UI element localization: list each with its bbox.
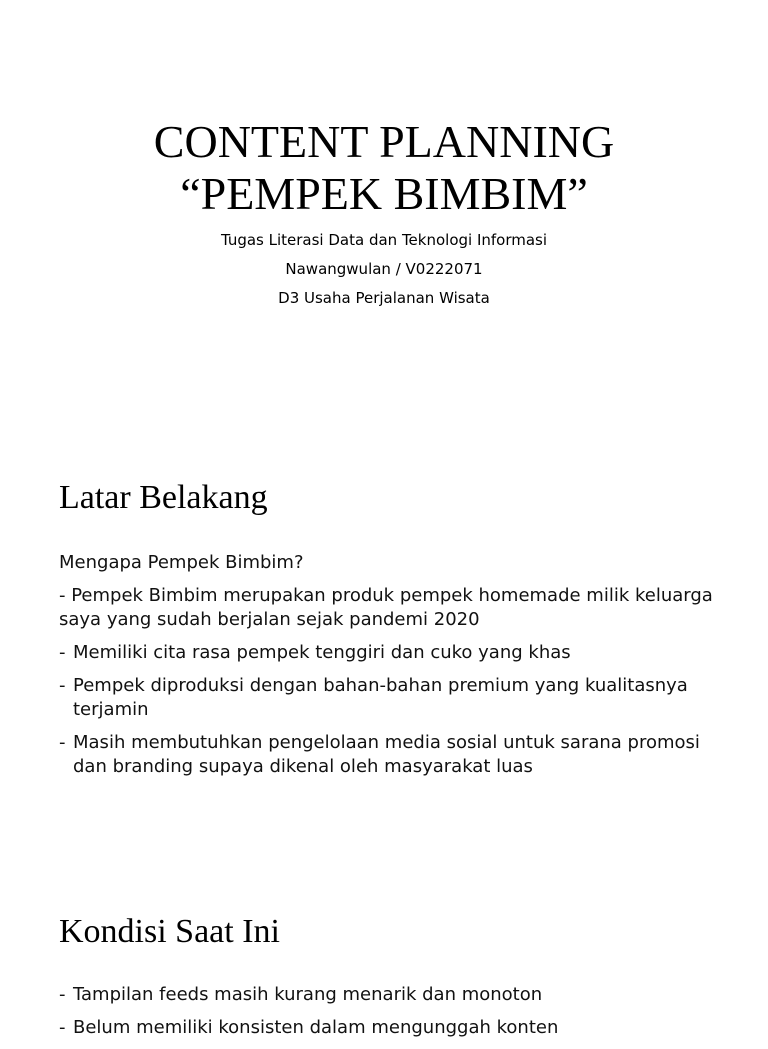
list-item — [59, 1016, 729, 1040]
slide-body — [59, 551, 729, 788]
list-item-text: Tampilan feeds masih kurang menarik dan monoton — [73, 984, 543, 1005]
question-text: Mengapa Pempek Bimbim? — [59, 552, 304, 573]
subtitle-program: D3 Usaha Perjalanan Wisata — [278, 289, 490, 307]
list-item — [59, 731, 729, 779]
section-heading: Latar Belakang — [59, 479, 268, 516]
bullet-dash: - — [59, 642, 66, 663]
title-line-1: CONTENT PLANNING — [153, 116, 615, 167]
section-heading: Kondisi Saat Ini — [59, 913, 280, 950]
slide-body — [59, 983, 729, 1049]
subtitle-course: Tugas Literasi Data dan Teknologi Informasi — [220, 231, 548, 249]
slide-latar-belakang — [0, 410, 768, 870]
bullet-dash: - — [59, 1017, 66, 1038]
list-item-text: Pempek diproduksi dengan bahan-bahan premium yang kualitasnya terjamin — [73, 675, 688, 720]
list-item-text: Belum memiliki konsisten dalam mengunggah konten — [73, 1017, 559, 1038]
list-item — [59, 641, 729, 665]
slide-title — [0, 0, 768, 410]
subtitle-author: Nawangwulan / V0222071 — [285, 260, 483, 278]
title-line-2: “PEMPEK BIMBIM” — [180, 168, 588, 219]
list-item — [59, 674, 729, 722]
list-item-text: Memiliki cita rasa pempek tenggiri dan cuko yang khas — [73, 642, 571, 663]
bullet-dash: - — [59, 984, 66, 1005]
list-item-text: Masih membutuhkan pengelolaan media sosial untuk sarana promosi dan branding supaya dikenal oleh masyarakat luas — [73, 732, 700, 777]
intro-text: - Pempek Bimbim merupakan produk pempek homemade milik keluarga saya yang sudah berjalan sejak pandemi 2020 — [59, 585, 713, 630]
list-item — [59, 983, 729, 1007]
slide-kondisi-saat-ini — [0, 870, 768, 1038]
bullet-dash: - — [59, 675, 66, 696]
bullet-dash: - — [59, 732, 66, 753]
